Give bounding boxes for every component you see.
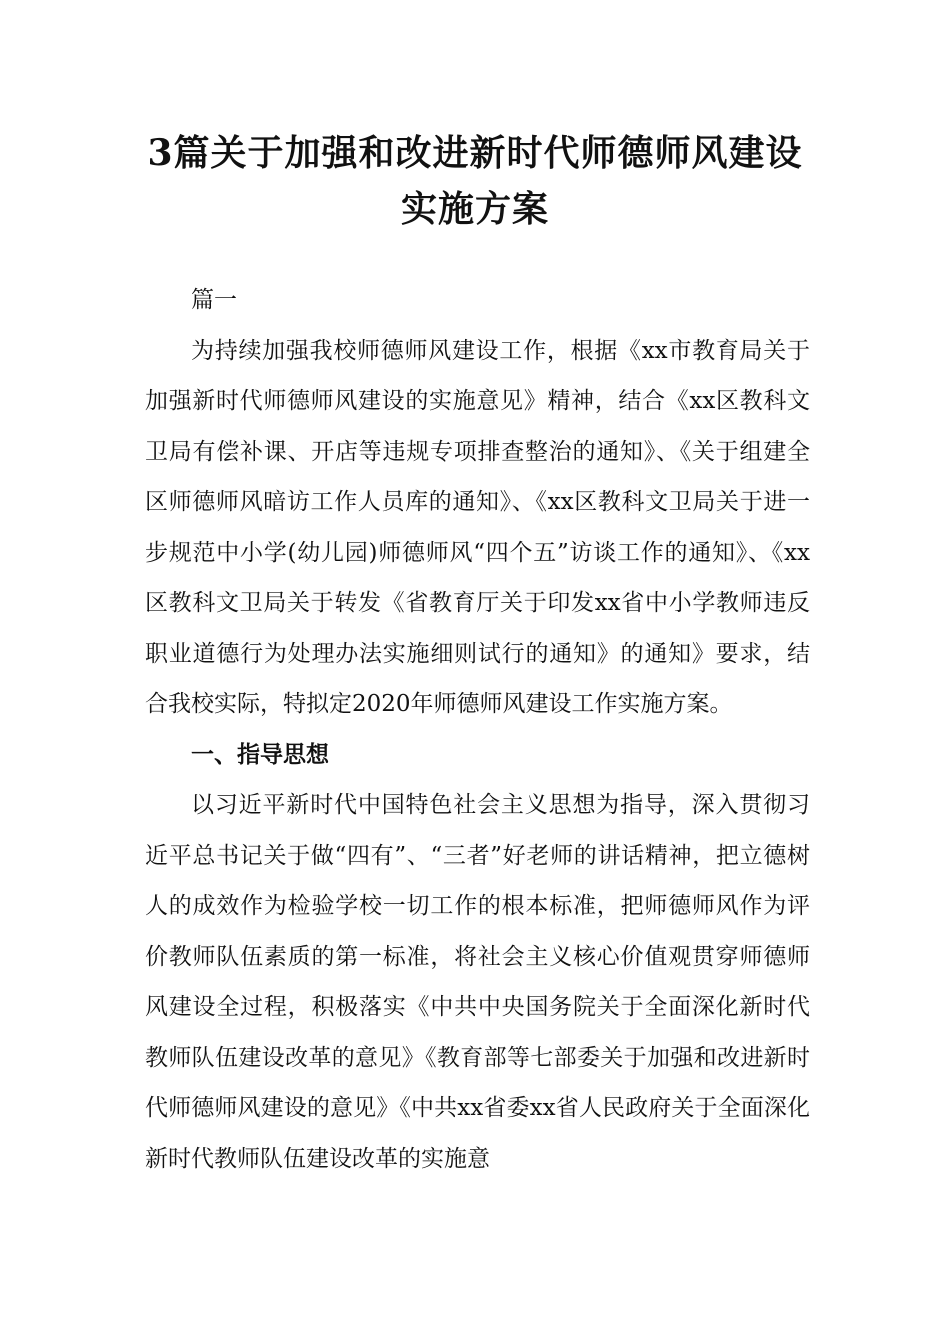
section-label: 篇一 xyxy=(191,287,237,313)
document-title: 3篇关于加强和改进新时代师德师风建设实施方案 xyxy=(147,132,803,230)
section-heading: 一、指导思想 xyxy=(191,740,329,768)
document-body xyxy=(145,275,810,1184)
intro-paragraph: 为持续加强我校师德师风建设工作，根据《xx市教育局关于加强新时代师德师风建设的实施意见》精神，结合《xx区教科文卫局有偿补课、开店等违规专项排查整治的通知》、《关于组建全区师德师风暗访工作人员库的通知》、《xx区教科文卫局关于进一步规范中小学(幼儿园)师德师风“四个五”访谈工作的通知》、《xx区教科文卫局关于转发《省教育厅关于印发xx省中小学教师违反职业道德行为处理办法实施细则试行的通知》的通知》要求，结合我校实际，特拟定2020年师德师风建设工作实施方案。 xyxy=(145,337,810,717)
guiding-thought-paragraph: 以习近平新时代中国特色社会主义思想为指导，深入贯彻习近平总书记关于做“四有”、“三者”好老师的讲话精神，把立德树人的成效作为检验学校一切工作的根本标准，把师德师风作为评价教师队伍素质的第一标准，将社会主义核心价值观贯穿师德师风建设全过程，积极落实《中共中央国务院关于全面深化新时代教师队伍建设改革的意见》《教育部等七部委关于加强和改进新时代师德师风建设的意见》《中共xx省委xx省人民政府关于全面深化新时代教师队伍建设改革的实施意 xyxy=(145,792,810,1172)
